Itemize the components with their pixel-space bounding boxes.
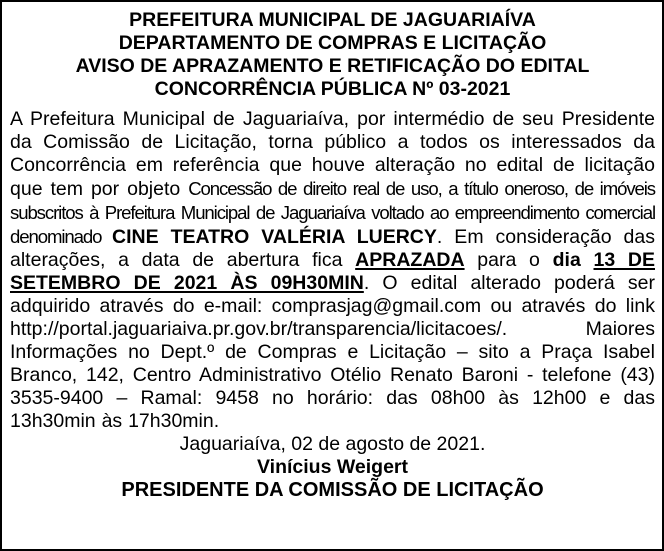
document-header	[10, 9, 655, 101]
header-line-entity: PREFEITURA MUNICIPAL DE JAGUARIAÍVA	[129, 9, 536, 31]
header-line-notice-type: AVISO DE APRAZAMENTO E RETIFICAÇÃO DO EDITAL	[75, 55, 590, 77]
body-text-dia: dia	[552, 249, 594, 271]
date-line: Jaguariaíva, 02 de agosto de 2021.	[179, 433, 486, 455]
body-text-venue-name: CINE TEATRO VALÉRIA LUERCY	[112, 226, 437, 248]
body-text-aprazada: APRAZADA	[355, 249, 465, 271]
closing-block	[10, 433, 655, 502]
signer-name: Vinícius Weigert	[257, 456, 408, 478]
body-text-new-date: 13 DE SETEMBRO DE 2021 ÀS 09H30MIN	[10, 249, 655, 294]
notice-body-paragraph	[10, 108, 655, 433]
header-line-department: DEPARTAMENTO DE COMPRAS E LICITAÇÃO	[118, 32, 547, 54]
body-text-edital-info: . O edital alterado poderá ser adquirido através do e-mail:	[10, 272, 655, 317]
body-text-ou-link: ou através do link	[481, 295, 655, 317]
body-text-para-o: para o	[464, 249, 553, 271]
body-text-intro: A Prefeitura Municipal de Jaguariaíva, por intermédio de seu Presidente da Comissão de Licitação, torna público a todos os interessados da Concorrência em referência que houve alteração no edital de licitação que tem por objeto	[10, 108, 655, 200]
email-text: comprasjag@gmail.com	[271, 295, 482, 317]
body-text-contact-info: . Maiores Informações no Dept.º de Compras e Licitação – sito a Praça Isabel Branco, 142, Centro Administrativo Otélio Renato Baroni - telefone (43) 3535-9400 – Ramal: 9458 no horário: das 08h00 às 12h00 e das 13h30min às 17h30min.	[10, 318, 655, 432]
signer-title: PRESIDENTE DA COMISSÃO DE LICITAÇÃO	[121, 479, 544, 501]
header-line-bid-number: CONCORRÊNCIA PÚBLICA Nº 03-2021	[154, 78, 511, 100]
body-text-object: Concessão de direito real de uso, a título oneroso, de imóveis subscritos à Prefeitura Municipal de Jaguariaíva voltado ao empreendimento comercial denominado	[10, 178, 655, 247]
url-text: http://portal.jaguariaiva.pr.gov.br/transparencia/licitacoes/	[10, 318, 502, 340]
body-text-alteration: . Em consideração das alterações, a data de abertura fica	[10, 226, 655, 271]
